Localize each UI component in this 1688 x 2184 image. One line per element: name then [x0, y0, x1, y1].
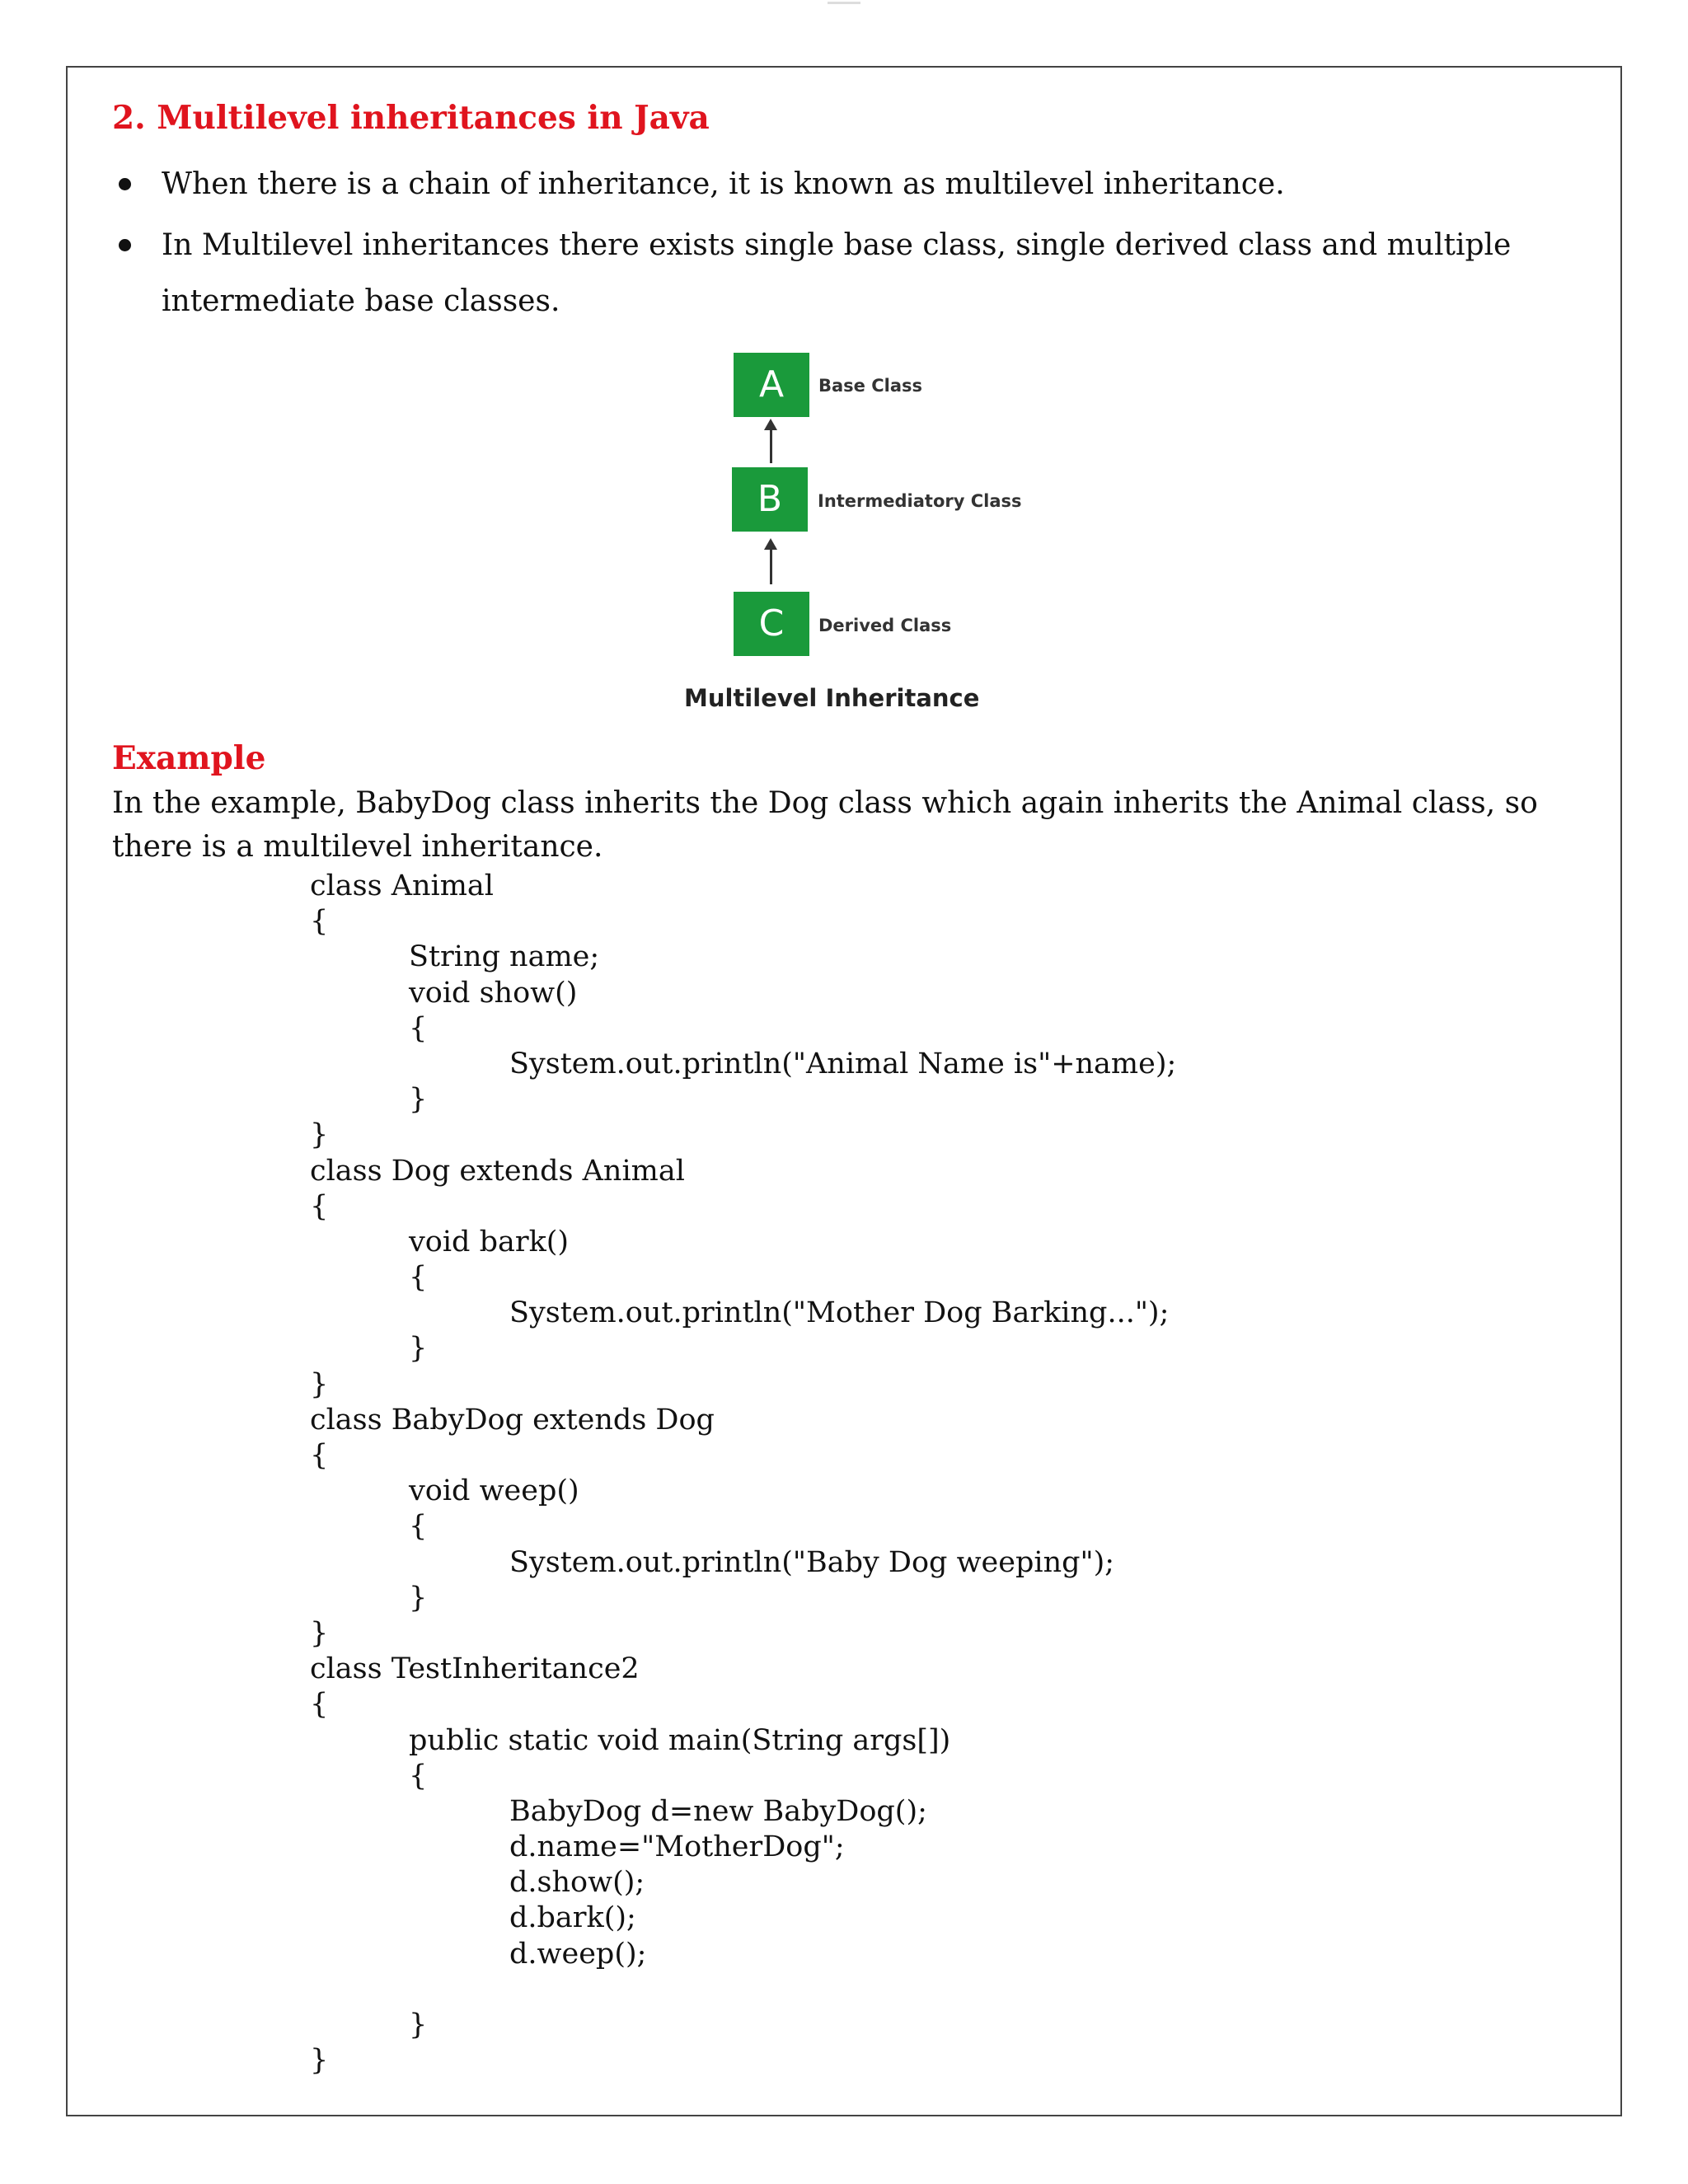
class-box-b: B: [732, 467, 808, 532]
bullet-list: [112, 157, 1587, 335]
code-line: d.bark();: [509, 1901, 636, 1935]
bullet-dot-icon: [119, 178, 131, 190]
code-line: }: [310, 1118, 329, 1152]
bullet-dot-icon: [119, 239, 131, 251]
code-line: }: [409, 1332, 428, 1366]
code-line: System.out.println("Animal Name is"+name);: [509, 1047, 1177, 1080]
class-box-c: C: [734, 592, 809, 656]
code-line: {: [310, 1688, 329, 1722]
code-line: }: [409, 1083, 428, 1117]
class-label-intermediate: Intermediatory Class: [818, 491, 1022, 511]
code-line: class Dog extends Animal: [310, 1154, 685, 1188]
code-line: }: [409, 1581, 428, 1615]
code-line: class BabyDog extends Dog: [310, 1403, 715, 1436]
arrow-shaft: [770, 429, 772, 463]
bullet-item: [112, 218, 1587, 330]
code-line: System.out.println("Mother Dog Barking...");: [509, 1296, 1170, 1330]
bullet-text: When there is a chain of inheritance, it is known as multilevel inheritance.: [162, 167, 1285, 201]
code-block: [310, 869, 1176, 2079]
arrow-shaft: [770, 548, 772, 584]
code-line: {: [310, 1439, 329, 1472]
code-line: {: [409, 1261, 428, 1295]
code-line: String name;: [409, 940, 600, 974]
code-line: class TestInheritance2: [310, 1652, 640, 1686]
code-line: void weep(): [409, 1474, 579, 1508]
code-line: {: [409, 1011, 428, 1045]
code-line: }: [310, 1367, 329, 1401]
bullet-text: In Multilevel inheritances there exists single base class, single derived class and multiple intermediate base classes.: [162, 228, 1512, 318]
class-box-a: A: [734, 353, 809, 417]
code-line: class Animal: [310, 869, 494, 902]
code-line: d.name="MotherDog";: [509, 1830, 845, 1864]
code-line: d.weep();: [509, 1937, 647, 1971]
code-line: d.show();: [509, 1866, 645, 1900]
section-heading: 2. Multilevel inheritances in Java: [112, 99, 710, 137]
code-line: {: [409, 1510, 428, 1544]
class-label-base: Base Class: [818, 376, 923, 396]
code-line: System.out.println("Baby Dog weeping");: [509, 1545, 1115, 1579]
code-line: }: [310, 2044, 329, 2078]
code-line: public static void main(String args[]): [409, 1723, 951, 1757]
code-line: {: [310, 905, 329, 939]
code-line: {: [409, 1759, 428, 1793]
bullet-item: [112, 157, 1587, 213]
example-description: In the example, BabyDog class inherits the Dog class which again inherits the Animal class, so there is a multilevel inheritance.: [112, 786, 1538, 864]
code-line: void bark(): [409, 1225, 570, 1258]
code-line: {: [310, 1189, 329, 1223]
diagram-caption: Multilevel Inheritance: [684, 684, 980, 712]
inheritance-diagram: [659, 346, 1030, 725]
code-line: BabyDog d=new BabyDog();: [509, 1794, 927, 1828]
code-line: }: [310, 1616, 329, 1650]
code-line: }: [409, 2008, 428, 2042]
header-mark: [828, 2, 860, 4]
example-heading: Example: [112, 739, 266, 777]
code-line: void show(): [409, 976, 578, 1010]
class-label-derived: Derived Class: [818, 616, 952, 635]
